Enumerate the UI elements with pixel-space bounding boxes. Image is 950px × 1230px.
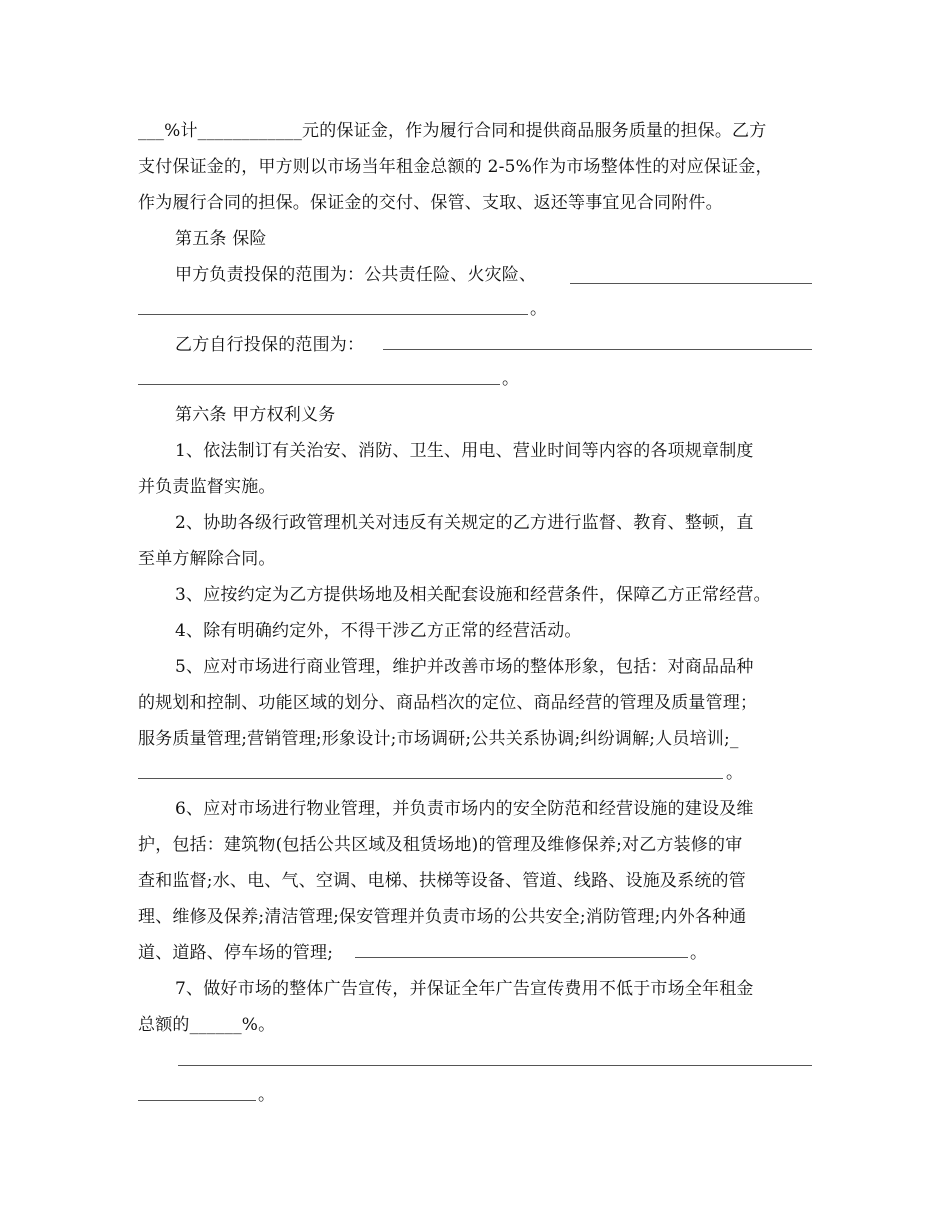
fill-blank-line xyxy=(138,314,528,315)
clause-6-line-2: 护，包括：建筑物(包括公共区域及租赁场地)的管理及维修保养;对乙方装修的审 xyxy=(138,835,743,855)
period-mark: 。 xyxy=(530,299,548,319)
clause-2-line-2: 至单方解除合同。 xyxy=(138,549,276,569)
clause-1-line-2: 并负责监督实施。 xyxy=(138,477,276,497)
fill-blank-line xyxy=(178,1065,812,1066)
clause-7-line-2: 总额的______%。 xyxy=(138,1015,276,1035)
fill-blank-line xyxy=(138,384,500,385)
clause-5-line-1: 5、应对市场进行商业管理，维护并改善市场的整体形象，包括：对商品品种 xyxy=(175,657,754,677)
period-mark: 。 xyxy=(726,763,744,783)
fill-blank-line xyxy=(138,778,723,779)
period-mark: 。 xyxy=(258,1085,276,1105)
clause-7-line-1: 7、做好市场的整体广告宣传，并保证全年广告宣传费用不低于市场全年租金 xyxy=(175,979,754,999)
section-heading-party-a-rights: 第六条 甲方权利义务 xyxy=(175,405,336,425)
clause-3: 3、应按约定为乙方提供场地及相关配套设施和经营条件，保障乙方正常经营。 xyxy=(175,585,771,605)
clause-4: 4、除有明确约定外，不得干涉乙方正常的经营活动。 xyxy=(175,621,582,641)
text-line-3: 作为履行合同的担保。保证金的交付、保管、支取、返还等事宜见合同附件。 xyxy=(138,193,723,213)
fill-blank-line xyxy=(355,957,688,958)
text-line-party-b-insurance: 乙方自行投保的范围为： xyxy=(175,335,365,355)
clause-2-line-1: 2、协助各级行政管理机关对违反有关规定的乙方进行监督、教育、整顿，直 xyxy=(175,513,754,533)
text-line-2: 支付保证金的，甲方则以市场当年租金总额的 2-5%作为市场整体性的对应保证金， xyxy=(138,157,773,177)
clause-5-line-3: 服务质量管理;营销管理;形象设计;市场调研;公共关系协调;纠纷调解;人员培训;_ xyxy=(138,729,739,749)
clause-6-line-4: 理、维修及保养;清洁管理;保安管理并负责市场的公共安全;消防管理;内外各种通 xyxy=(138,907,747,927)
fill-blank-line xyxy=(383,349,812,350)
period-mark: 。 xyxy=(690,943,708,963)
clause-6-line-3: 查和监督;水、电、气、空调、电梯、扶梯等设备、管道、线路、设施及系统的管 xyxy=(138,871,746,891)
period-mark: 。 xyxy=(502,369,520,389)
fill-blank-line xyxy=(138,1100,256,1101)
text-line-party-a-insurance: 甲方负责投保的范围为：公共责任险、火灾险、 xyxy=(175,265,537,285)
text-line-1: ___%计____________元的保证金，作为履行合同和提供商品服务质量的担保。乙方 xyxy=(138,121,767,141)
clause-6-line-5: 道、道路、停车场的管理; xyxy=(138,943,334,963)
clause-6-line-1: 6、应对市场进行物业管理，并负责市场内的安全防范和经营设施的建设及维 xyxy=(175,799,754,819)
clause-1-line-1: 1、依法制订有关治安、消防、卫生、用电、营业时间等内容的各项规章制度 xyxy=(175,441,754,461)
clause-5-line-2: 的规划和控制、功能区域的划分、商品档次的定位、商品经营的管理及质量管理； xyxy=(138,693,758,713)
fill-blank-line xyxy=(570,283,812,284)
section-heading-insurance: 第五条 保险 xyxy=(175,229,267,249)
